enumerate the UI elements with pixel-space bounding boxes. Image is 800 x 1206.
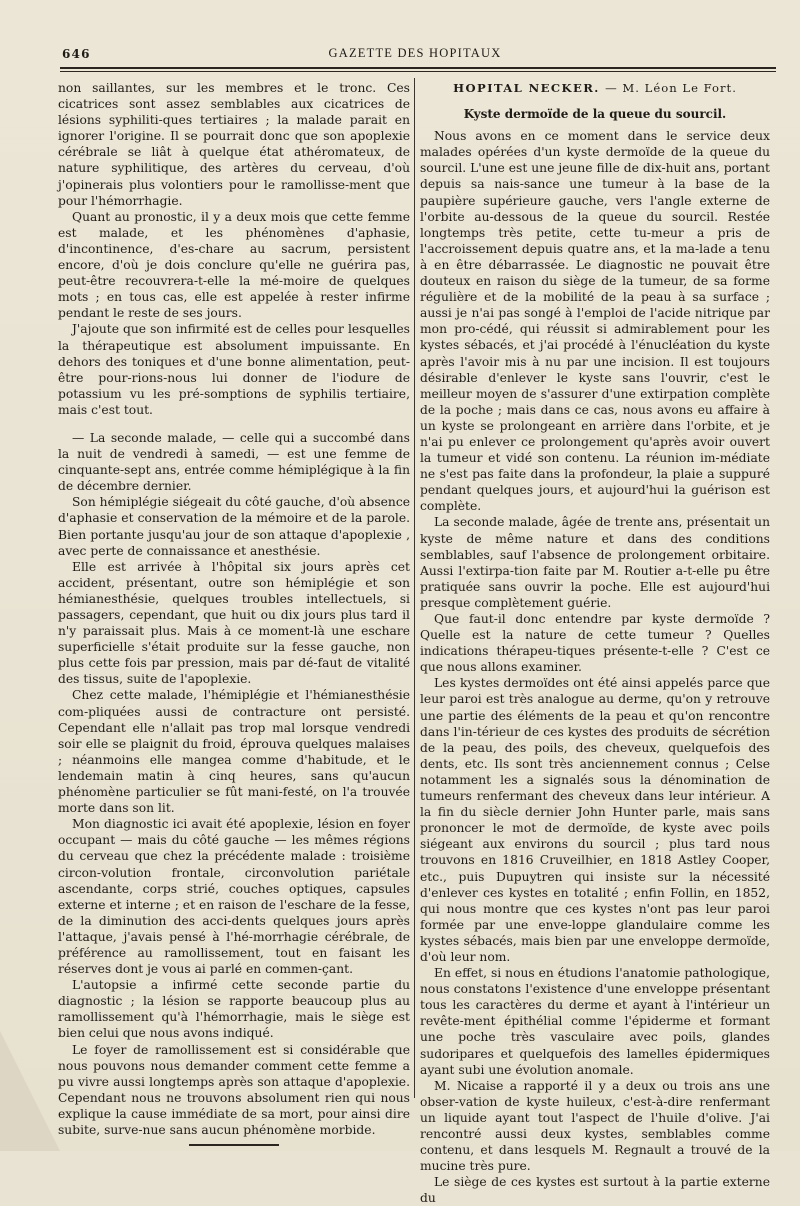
paragraph: M. Nicaise a rapporté il y a deux ou trois ans une obser-vation de kyste huileux, c'est-à-dire renfermant un liquide ayant tout l'aspect de l'huile d'olive. J'ai rencontré aussi deux kystes, semblables comme contenu, et dans lesquels M. Regnault a trouvé de la mucine très pure. [420,1078,770,1174]
paragraph: Elle est arrivée à l'hôpital six jours après cet accident, présentant, outre son hémiplégie et son hémianesthésie, quelques troubles intellectuels, si passagers, cependant, que huit ou dix jours plus tard il n'y paraissait plus. Mais à ce moment-là une eschare superficielle s'était produite sur la fesse gauche, non plus cette fois par pression, mais par dé-faut de vitalité des tissus, suite de l'apoplexie. [58,559,410,687]
paragraph: Les kystes dermoïdes ont été ainsi appelés parce que leur paroi est très analogue au derme, qu'on y retrouve une partie des éléments de la peau et qu'on rencontre dans l'in-térieur de ces kystes des produits de sécrétion de la peau, des poils, des cheveux, quelquefois des dents, etc. Ils sont très anciennement connus ; Celse notamment les a signalés sous la dénomination de tumeurs renfermant des cheveux dans leur intérieur. A la fin du siècle dernier John Hunter parle, mais sans prononcer le mot de dermoïde, de kyste avec poils siégeant aux environs du sourcil ; plus tard nous trouvons en 1816 Cruveilhier, en 1818 Astley Cooper, etc., puis Dupuytren qui insiste sur la nécessité d'enlever ces kystes en totalité ; enfin Follin, en 1852, qui nous montre que ces kystes n'ont pas leur paroi formée par une enve-loppe glandulaire comme les kystes sébacés, mais bien par une enveloppe dermoïde, d'où leur nom. [420,676,770,964]
paragraph: Le foyer de ramollissement est si considérable que nous pouvons nous demander comment cette femme a pu vivre aussi longtemps après son attaque d'apoplexie. Cependant nous ne trouvons absolument rien qui nous explique la cause immédiate de sa mort, pour ainsi dire subite, surve-nue sans aucun phénomène morbide. [58,1042,410,1137]
paragraph: Le siège de ces kystes est surtout à la partie externe du [420,1175,770,1206]
section-author: — M. Léon Le Fort. [605,81,737,95]
section-title: HOPITAL NECKER. [453,81,600,95]
folded-corner [0,1031,60,1151]
paragraph: Chez cette malade, l'hémiplégie et l'hémianesthésie com-pliquées aussi de contracture ont persisté. Cependant elle n'allait pas trop mal lorsque vendredi soir elle se plaignit du froid, éprouva quelques malaises ; néanmoins elle mangea comme d'habitude, et le lendemain matin à cinq heures, sans qu'aucun phénomène particulier se fût mani-festé, on l'a trouvée morte dans son lit. [58,688,410,816]
paragraph: J'ajoute que son infirmité est de celles pour lesquelles la thérapeutique est absolument impuissante. En dehors des toniques et d'une bonne alimentation, peut-être pour-rions-nous lui donner de l'iodure de potassium vu les pré-somptions de syphilis tertiaire, mais c'est tout. [58,322,410,417]
journal-title: GAZETTE DES HOPITAUX [328,46,502,60]
column-divider [414,78,415,1098]
paragraph: Quant au pronostic, il y a deux mois que cette femme est malade, et les phénomènes d'aphasie, d'incontinence, d'es-chare au sacrum, persistent encore, d'où je dois conclure qu'elle ne guérira pas, peut-être recouvrera-t-elle la mé-moire de quelques mots ; en tous cas, elle est appelée à rester infirme pendant le reste de ses jours. [58,209,410,321]
paragraph: non saillantes, sur les membres et le tronc. Ces cicatrices sont assez semblables aux cicatrices de lésions syphiliti-ques tertiaires ; la malade parait en ignorer l'origine. Il se pourrait donc que son apoplexie cérébrale se liât à quelque état athéromateux, de nature syphilitique, des artères du cerveau, d'où j'opinerais plus volontiers pour le ramollisse-ment que pour l'hémorrhagie. [58,81,410,208]
right-column [420,80,770,1206]
header-rule-thick [60,67,776,69]
article-subtitle: Kyste dermoïde de la queue du sourcil. [463,107,727,122]
page-number: 646 [62,47,91,61]
paragraph: L'autopsie a infirmé cette seconde partie du diagnostic ; la lésion se rapporte beaucoup plus au ramollissement qu'à l'hémorrhagie, mais le siège est bien celui que nous avons indiqué. [58,978,410,1041]
paragraph: La seconde malade, âgée de trente ans, présentait un kyste de même nature et dans des conditions semblables, sauf l'absence de prolongement orbitaire. Aussi l'extirpa-tion faite par M. Routier a-t-elle pu être pratiquée sans ouvrir la poche. Elle est aujourd'hui presque complètement guérie. [420,515,770,610]
paragraph: En effet, si nous en étudions l'anatomie pathologique, nous constatons l'existence d'une enveloppe présentant tous les caractères du derme et ayant à l'intérieur un revête-ment épithélial comme l'épiderme et formant une poche très vasculaire avec poils, glandes sudoripares et quelquefois des lamelles épidermiques ayant subi une évolution anomale. [420,966,770,1077]
section-heading [420,80,770,96]
paragraph: Que faut-il donc entendre par kyste dermoïde ? Quelle est la nature de cette tumeur ? Quelles indications thérapeu-tiques présente-t-elle ? C'est ce que nous allons examiner. [420,612,770,675]
header-rule-thin [60,71,776,72]
page-header [56,44,774,64]
paragraph: Son hémiplégie siégeait du côté gauche, d'où absence d'aphasie et conservation de la mémoire et de la parole. Bien portante jusqu'au jour de son attaque d'apoplexie , avec perte de connaissance et anesthésie. [58,495,410,558]
paragraph: Nous avons en ce moment dans le service deux malades opérées d'un kyste dermoïde de la queue du sourcil. L'une est une jeune fille de dix-huit ans, portant depuis sa nais-sance une tumeur à la base de la paupière supérieure gauche, vers l'angle externe de l'orbite au-dessous de la queue du sourcil. Restée longtemps très petite, cette tu-meur a pris de l'accroissement depuis quatre ans, et la ma-lade a tenu à en être débarrassée. Le diagnostic ne pouvait être douteux en raison du siège de la tumeur, de sa forme régulière et de la mobilité de la peau à sa surface ; aussi je n'ai pas songé à l'emploi de l'acide nitrique par mon pro-cédé, qui réussit si admirablement pour les kystes sébacés, et j'ai procédé à l'énucléation du kyste après l'avoir mis à nu par une incision. Il est toujours désirable d'enlever le kyste sans l'ouvrir, c'est le meilleur moyen de s'assurer d'une extirpation complète de la poche ; mais dans ce cas, nous avons eu affaire à un kyste se prolongeant en arrière dans l'orbite, et je n'ai pu enlever ce prolongement qu'après avoir ouvert la tumeur et vidé son contenu. La réunion im-médiate ne s'est pas faite dans la profondeur, la plaie a suppuré pendant quelques jours, et aujourd'hui la guérison est complète. [420,129,770,514]
paragraph: — La seconde malade, — celle qui a succombé dans la nuit de vendredi à samedi, — est une femme de cinquante-sept ans, entrée comme hémiplégique à la fin de décembre dernier. [58,430,410,494]
paragraph: Mon diagnostic ici avait été apoplexie, lésion en foyer occupant — mais du côté gauche — les mêmes régions du cerveau que chez la précédente malade : troisième circon-volution frontale, circonvolution pariétale ascendante, corps strié, couches optiques, capsules externe et interne ; et en raison de l'eschare de la fesse, de la diminution des acci-dents quelques jours après l'attaque, j'avais pensé à l'hé-morrhagie cérébrale, de préférence au ramollissement, tout en faisant les réserves dont je vous ai parlé en commen-çant. [58,817,410,977]
left-column [58,80,410,1146]
article-end-rule [189,1144,279,1146]
